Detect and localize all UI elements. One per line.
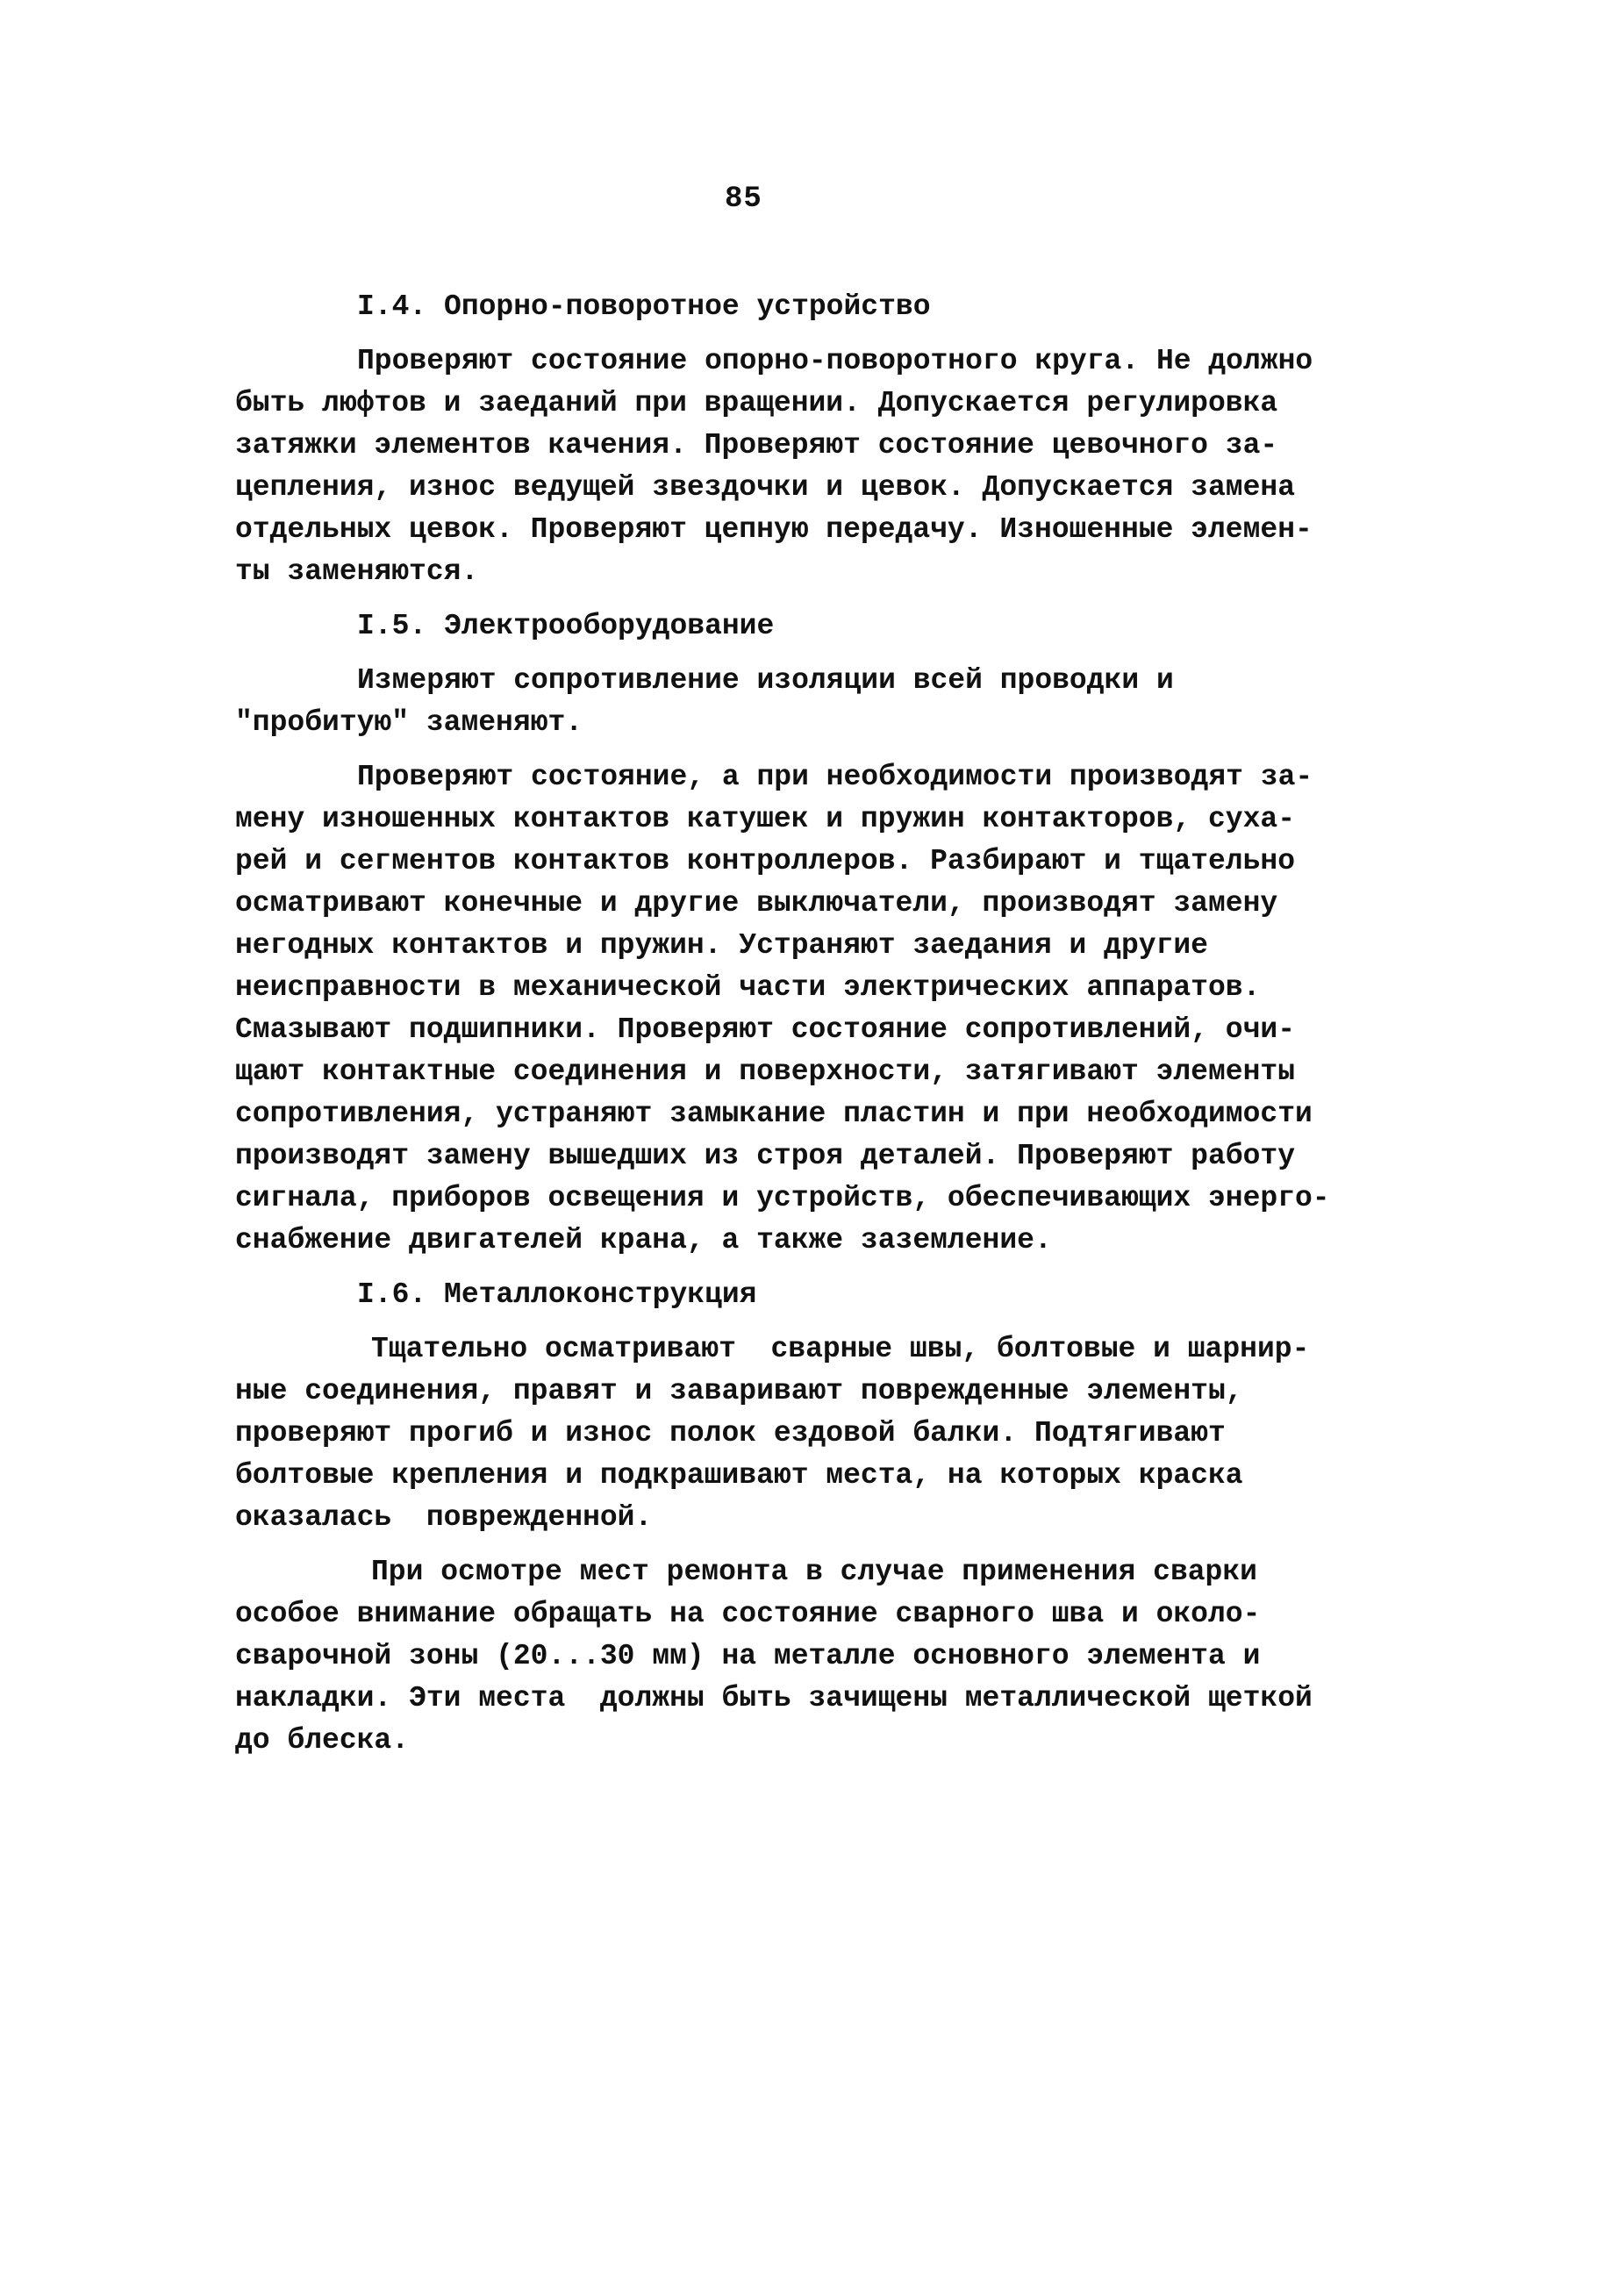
- text-line: "пробитую" заменяют.: [235, 706, 583, 739]
- page-content: [235, 281, 1341, 1774]
- text-line: мену изношенных контактов катушек и пружин контакторов, суха-: [235, 803, 1295, 835]
- text-line: негодных контактов и пружин. Устраняют заедания и другие: [235, 929, 1208, 962]
- section-metal-structure: [235, 1274, 1341, 1762]
- text-line: затяжки элементов качения. Проверяют состояние цевочного за-: [235, 429, 1278, 462]
- text-line: снабжение двигателей крана, а также заземление.: [235, 1224, 1052, 1256]
- section-heading: I.4. Опорно-поворотное устройство: [357, 290, 931, 323]
- text-line: проверяют прогиб и износ полок ездовой балки. Подтягивают: [235, 1417, 1226, 1449]
- text-line: Проверяют состояние опорно-поворотного круга. Не должно: [357, 345, 1313, 377]
- paragraph: [235, 1551, 1341, 1762]
- page-number: 85: [725, 183, 762, 216]
- text-line: отдельных цевок. Проверяют цепную передачу. Изношенные элемен-: [235, 513, 1313, 546]
- text-line: накладки. Эти места должны быть зачищены металлической щеткой: [235, 1682, 1313, 1714]
- text-line: сварочной зоны (20...30 мм) на металле основного элемента и: [235, 1640, 1261, 1672]
- paragraph: [235, 340, 1341, 593]
- text-line: Смазывают подшипники. Проверяют состояние сопротивлений, очи-: [235, 1013, 1295, 1046]
- text-line: оказалась поврежденной.: [235, 1501, 653, 1534]
- section-heading: I.5. Электрооборудование: [357, 610, 775, 642]
- text-line: щают контактные соединения и поверхности, затягивают элементы: [235, 1056, 1295, 1088]
- paragraph: [235, 1328, 1341, 1539]
- text-line: При осмотре мест ремонта в случае применения сварки: [371, 1556, 1257, 1588]
- text-line: производят замену вышедших из строя деталей. Проверяют работу: [235, 1140, 1295, 1172]
- text-line: рей и сегментов контактов контроллеров. Разбирают и тщательно: [235, 845, 1295, 877]
- text-line: Тщательно осматривают сварные швы, болтовые и шарнир-: [371, 1333, 1310, 1365]
- text-line: неисправности в механической части электрических аппаратов.: [235, 971, 1261, 1004]
- text-line: Измеряют сопротивление изоляции всей проводки и: [357, 664, 1174, 697]
- text-line: ты заменяются.: [235, 555, 479, 588]
- text-line: сигнала, приборов освещения и устройств, обеспечивающих энерго-: [235, 1182, 1330, 1214]
- section-electrical-equipment: [235, 605, 1341, 1262]
- text-line: до блеска.: [235, 1724, 410, 1757]
- text-line: особое внимание обращать на состояние сварного шва и около-: [235, 1598, 1261, 1630]
- text-line: осматривают конечные и другие выключатели, производят замену: [235, 887, 1278, 920]
- text-line: Проверяют состояние, а при необходимости производят за-: [357, 761, 1313, 793]
- paragraph: [235, 660, 1341, 744]
- text-line: сопротивления, устраняют замыкание пластин и при необходимости: [235, 1098, 1313, 1130]
- text-line: ные соединения, правят и заваривают поврежденные элементы,: [235, 1375, 1243, 1407]
- text-line: цепления, износ ведущей звездочки и цевок. Допускается замена: [235, 471, 1295, 504]
- section-support-rotating-device: [235, 286, 1341, 593]
- text-line: болтовые крепления и подкрашивают места, на которых краска: [235, 1459, 1243, 1492]
- text-line: быть люфтов и заеданий при вращении. Допускается регулировка: [235, 387, 1278, 419]
- paragraph: [235, 756, 1341, 1262]
- section-heading: I.6. Металлоконструкция: [357, 1278, 757, 1311]
